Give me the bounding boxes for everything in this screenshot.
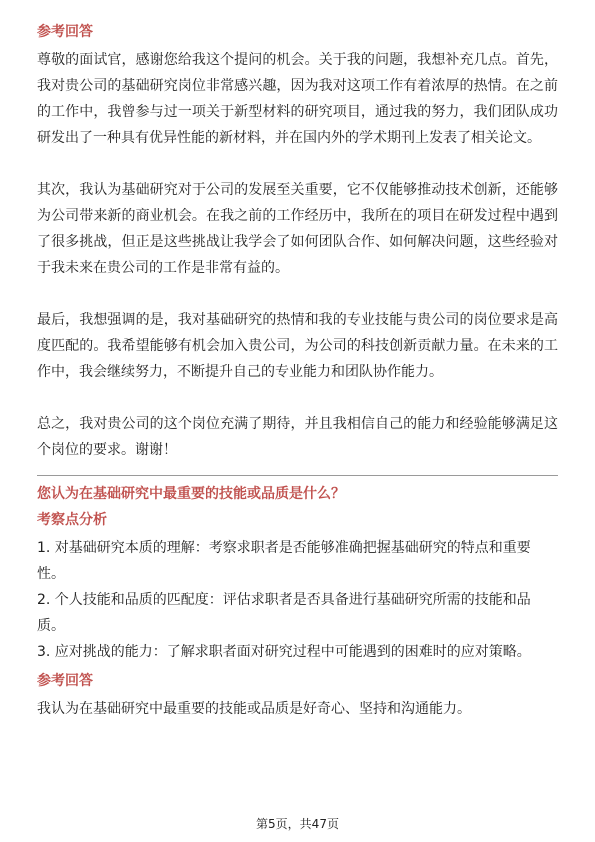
- reference-answer-heading-2: 参考回答: [37, 673, 93, 689]
- answer-paragraph-1: 尊敬的面试官，感谢您给我这个提问的机会。关于我的问题，我想补充几点。首先，我对贵公司的基础研究岗位非常感兴趣，因为我对这项工作有着浓厚的热情。在之前的工作中，我曾参与过一项关于新型材料的研究项目，通过我的努力，我们团队成功研发出了一种具有优异性能的新材料，并在国内外的学术期刊上发表了相关论文。: [37, 52, 558, 146]
- analysis-heading: 考察点分析: [37, 512, 107, 528]
- answer-paragraph-3: 最后，我想强调的是，我对基础研究的热情和我的专业技能与贵公司的岗位要求是高度匹配的。我希望能够有机会加入贵公司，为公司的科技创新贡献力量。在未来的工作中，我会继续努力，不断提升自己的专业能力和团队协作能力。: [37, 312, 558, 380]
- answer-text: 我认为在基础研究中最重要的技能或品质是好奇心、坚持和沟通能力。: [37, 701, 471, 717]
- analysis-item-2: 2. 个人技能和品质的匹配度：评估求职者是否具备进行基础研究所需的技能和品质。: [37, 592, 531, 634]
- reference-answer-heading: 参考回答: [37, 24, 93, 40]
- analysis-item-3: 3. 应对挑战的能力：了解求职者面对研究过程中可能遇到的困难时的应对策略。: [37, 644, 531, 660]
- page-number: 第5页，共47页: [256, 817, 339, 831]
- answer-paragraph-2: 其次，我认为基础研究对于公司的发展至关重要，它不仅能够推动技术创新，还能够为公司带来新的商业机会。在我之前的工作经历中，我所在的项目在研发过程中遇到了很多挑战，但正是这些挑战让我学会了如何团队合作、如何解决问题，这些经验对于我未来在贵公司的工作是非常有益的。: [37, 182, 558, 276]
- answer-paragraph-4: 总之，我对贵公司的这个岗位充满了期待，并且我相信自己的能力和经验能够满足这个岗位的要求。谢谢！: [37, 416, 558, 458]
- page-content: [37, 22, 558, 722]
- section-divider: [37, 475, 558, 476]
- analysis-item-1: 1. 对基础研究本质的理解：考察求职者是否能够准确把握基础研究的特点和重要性。: [37, 540, 531, 582]
- interview-question: 您认为在基础研究中最重要的技能或品质是什么？: [37, 486, 345, 502]
